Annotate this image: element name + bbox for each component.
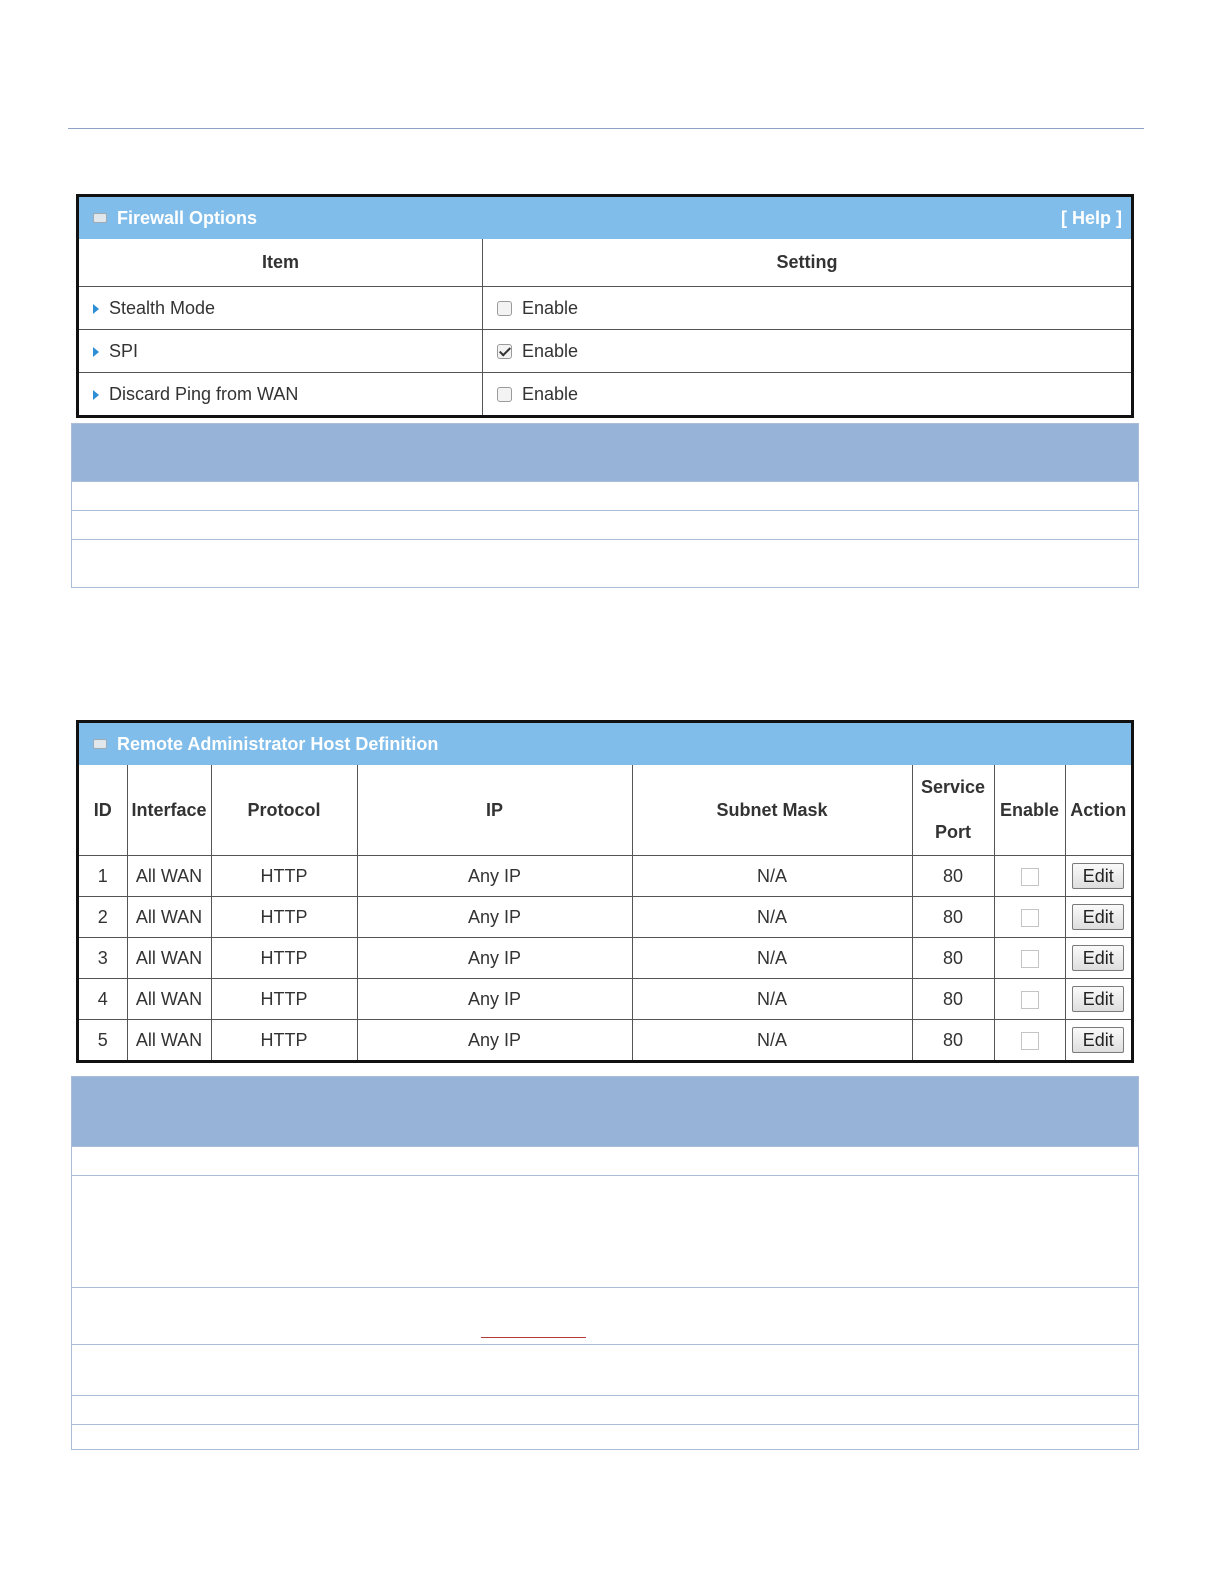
discard-ping-checkbox[interactable] [497,387,512,402]
column-header-action: Action [1065,765,1131,856]
cell-subnet-mask: N/A [632,897,912,938]
top-divider [68,128,1144,129]
info-grid-1 [71,423,1139,588]
info-grid-2 [71,1076,1139,1450]
row-marker-icon [93,347,99,357]
underline-mark [481,1337,586,1338]
cell-protocol: HTTP [211,1020,357,1061]
option-label-stealth-mode: Stealth Mode [109,297,216,318]
firewall-option-row [79,330,1131,373]
cell-id: 4 [79,979,127,1020]
table-row [79,1020,1131,1061]
column-header-id: ID [79,765,127,856]
checkbox-label: Enable [522,340,579,361]
cell-service-port: 80 [912,938,994,979]
cell-id: 5 [79,1020,127,1061]
cell-subnet-mask: N/A [632,856,912,897]
column-header-setting: Setting [483,239,1132,287]
firewall-option-row [79,287,1131,330]
spi-checkbox[interactable] [497,344,512,359]
cell-protocol: HTTP [211,979,357,1020]
cell-id: 1 [79,856,127,897]
cell-interface: All WAN [127,897,211,938]
firewall-options-title: Firewall Options [117,207,258,228]
remote-admin-panel [76,720,1134,1063]
panel-collapse-icon[interactable] [93,213,107,223]
edit-button[interactable]: Edit [1072,986,1124,1012]
row-marker-icon [93,304,99,314]
table-row [79,856,1131,897]
info-grid-row [72,1287,1138,1344]
info-grid-row [72,1344,1138,1395]
stealth-mode-checkbox[interactable] [497,301,512,316]
cell-ip: Any IP [357,979,632,1020]
row-marker-icon [93,390,99,400]
info-grid-row [72,481,1138,510]
edit-button[interactable]: Edit [1072,1027,1124,1053]
cell-interface: All WAN [127,1020,211,1061]
cell-interface: All WAN [127,938,211,979]
cell-service-port: 80 [912,856,994,897]
column-header-enable: Enable [994,765,1065,856]
table-row [79,897,1131,938]
cell-ip: Any IP [357,897,632,938]
edit-button[interactable]: Edit [1072,945,1124,971]
enable-checkbox[interactable] [1021,868,1039,886]
info-grid-header [72,424,1138,481]
edit-button[interactable]: Edit [1072,904,1124,930]
firewall-options-panel [76,194,1134,418]
enable-checkbox[interactable] [1021,991,1039,1009]
column-header-ip: IP [357,765,632,856]
cell-protocol: HTTP [211,856,357,897]
firewall-option-row [79,373,1131,416]
info-grid-row [72,1175,1138,1287]
info-grid-row [72,1424,1138,1451]
cell-ip: Any IP [357,938,632,979]
cell-id: 2 [79,897,127,938]
enable-checkbox[interactable] [1021,1032,1039,1050]
cell-protocol: HTTP [211,938,357,979]
enable-checkbox[interactable] [1021,909,1039,927]
edit-button[interactable]: Edit [1072,863,1124,889]
remote-admin-header [79,723,1131,765]
column-header-service-port: Service Port [912,765,994,856]
cell-interface: All WAN [127,856,211,897]
table-row [79,979,1131,1020]
info-grid-row [72,1395,1138,1424]
info-grid-header [72,1077,1138,1146]
option-label-discard-ping: Discard Ping from WAN [109,383,299,404]
cell-subnet-mask: N/A [632,938,912,979]
checkbox-label: Enable [522,383,579,404]
cell-ip: Any IP [357,1020,632,1061]
firewall-options-header [79,197,1131,239]
checkbox-label: Enable [522,297,579,318]
cell-subnet-mask: N/A [632,1020,912,1061]
cell-interface: All WAN [127,979,211,1020]
cell-service-port: 80 [912,979,994,1020]
info-grid-row [72,539,1138,588]
cell-service-port: 80 [912,897,994,938]
enable-checkbox[interactable] [1021,950,1039,968]
table-row [79,938,1131,979]
option-label-spi: SPI [109,340,139,361]
cell-protocol: HTTP [211,897,357,938]
column-header-item: Item [79,239,483,287]
firewall-options-table [79,239,1131,415]
cell-subnet-mask: N/A [632,979,912,1020]
column-header-interface: Interface [127,765,211,856]
remote-admin-table [79,765,1131,1060]
column-header-subnet-mask: Subnet Mask [632,765,912,856]
cell-service-port: 80 [912,1020,994,1061]
info-grid-row [72,1146,1138,1175]
cell-id: 3 [79,938,127,979]
info-grid-row [72,510,1138,539]
panel-collapse-icon[interactable] [93,739,107,749]
cell-ip: Any IP [357,856,632,897]
help-link[interactable]: [ Help ] [1061,207,1122,228]
remote-admin-title: Remote Administrator Host Definition [117,733,439,754]
column-header-protocol: Protocol [211,765,357,856]
